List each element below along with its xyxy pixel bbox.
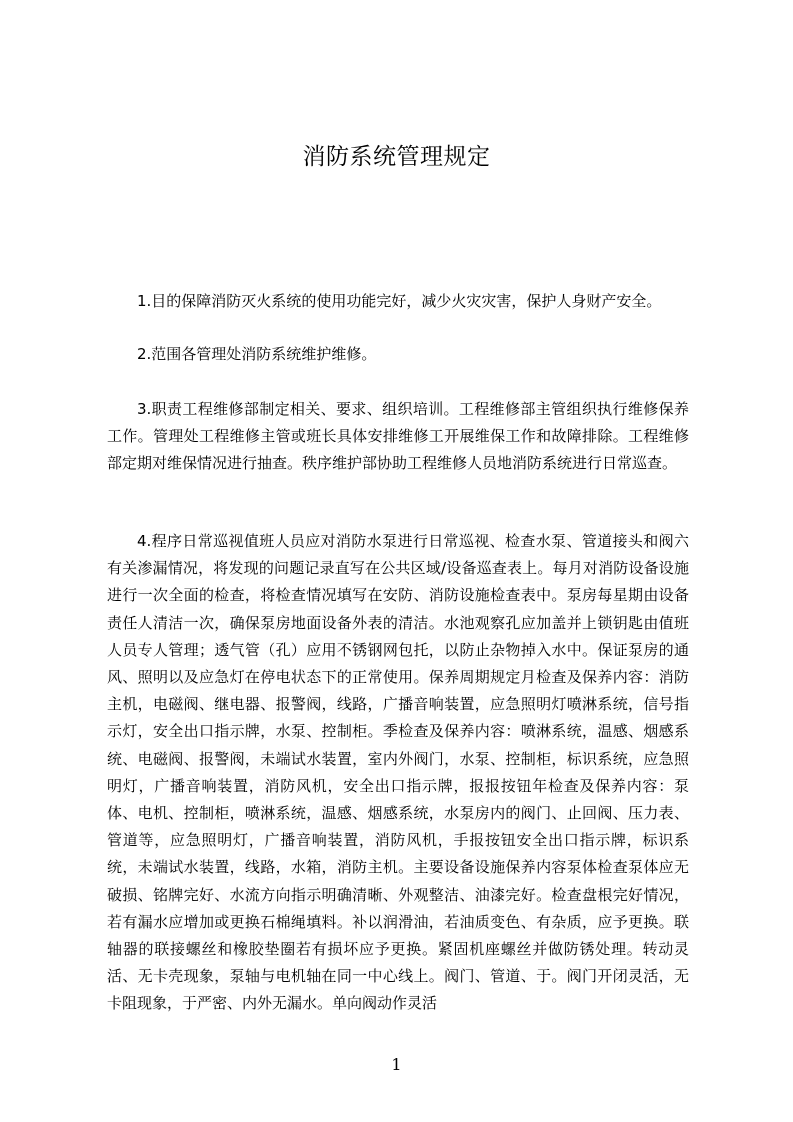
paragraph-purpose: 1.目的保障消防灭火系统的使用功能完好，减少火灾灾害，保护人身财产安全。 — [137, 292, 662, 310]
paragraph-procedures: 4.程序日常巡视值班人员应对消防水泵进行日常巡视、检查水泵、管道接头和阀六有关渗漏情况，将发现的问题记录直写在公共区域/设备巡查表上。每月对消防设备设施进行一次全面的检查，将检查情况填写在安防、消防设施检查表中。泵房每星期由设备责任人清洁一次，确保泵房地面设备外表的清洁。水池观察孔应加盖并上锁钥匙由值班人员专人管理；透气管（孔）应用不锈钢网包托，以防止杂物掉入水中。保证泵房的通风、照明以及应急灯在停电状态下的正常使用。保养周期规定月检查及保养内容：消防主机，电磁阀、继电器、报警阀，线路，广播音响装置，应急照明灯喷淋系统，信号指示灯，安全出口指示牌，水泵、控制柜。季检查及保养内容：喷淋系统，温感、烟感系统、电磁阀、报警阀，未端试水装置，室内外阀门，水泵、控制柜，标识系统，应急照明灯，广播音响装置，消防风机，安全出口指示牌，报报按钮年检查及保养内容：泵体、电机、控制柜，喷淋系统，温感、烟感系统，水泵房内的阀门、止回阀、压力表、管道等，应急照明灯，广播音响装置，消防风机，手报按钮安全出口指示牌，标识系统，未端试水装置，线路，水箱，消防主机。主要设备设施保养内容泵体检查泵体应无破损、铭牌完好、水流方向指示明确清晰、外观整洁、油漆完好。检查盘根完好情况，若有漏水应增加或更换石棉绳填料。补以润滑油，若油质变色、有杂质，应予更换。联轴器的联接螺丝和橡胶垫圈若有损坏应予更换。紧固机座螺丝并做防锈处理。转动灵活、无卡壳现象，泵轴与电机轴在同一中心线上。阀门、管道、于。阀门开闭灵活，无卡阻现象，于严密、内外无漏水。单向阀动作灵活 — [107, 532, 689, 1013]
document-title: 消防系统管理规定 — [302, 144, 491, 170]
paragraph-scope: 2.范围各管理处消防系统维护维修。 — [137, 345, 377, 363]
page-number: 1 — [391, 1055, 402, 1074]
paragraph-responsibilities: 3.职责工程维修部制定相关、要求、组织培训。工程维修部主管组织执行维修保养工作。管理处工程维修主管或班长具体安排维修工开展维保工作和故障排除。工程维修部定期对维保情况进行抽查。秩序维护部协助工程维修人员地消防系统进行日常巡查。 — [107, 400, 689, 473]
